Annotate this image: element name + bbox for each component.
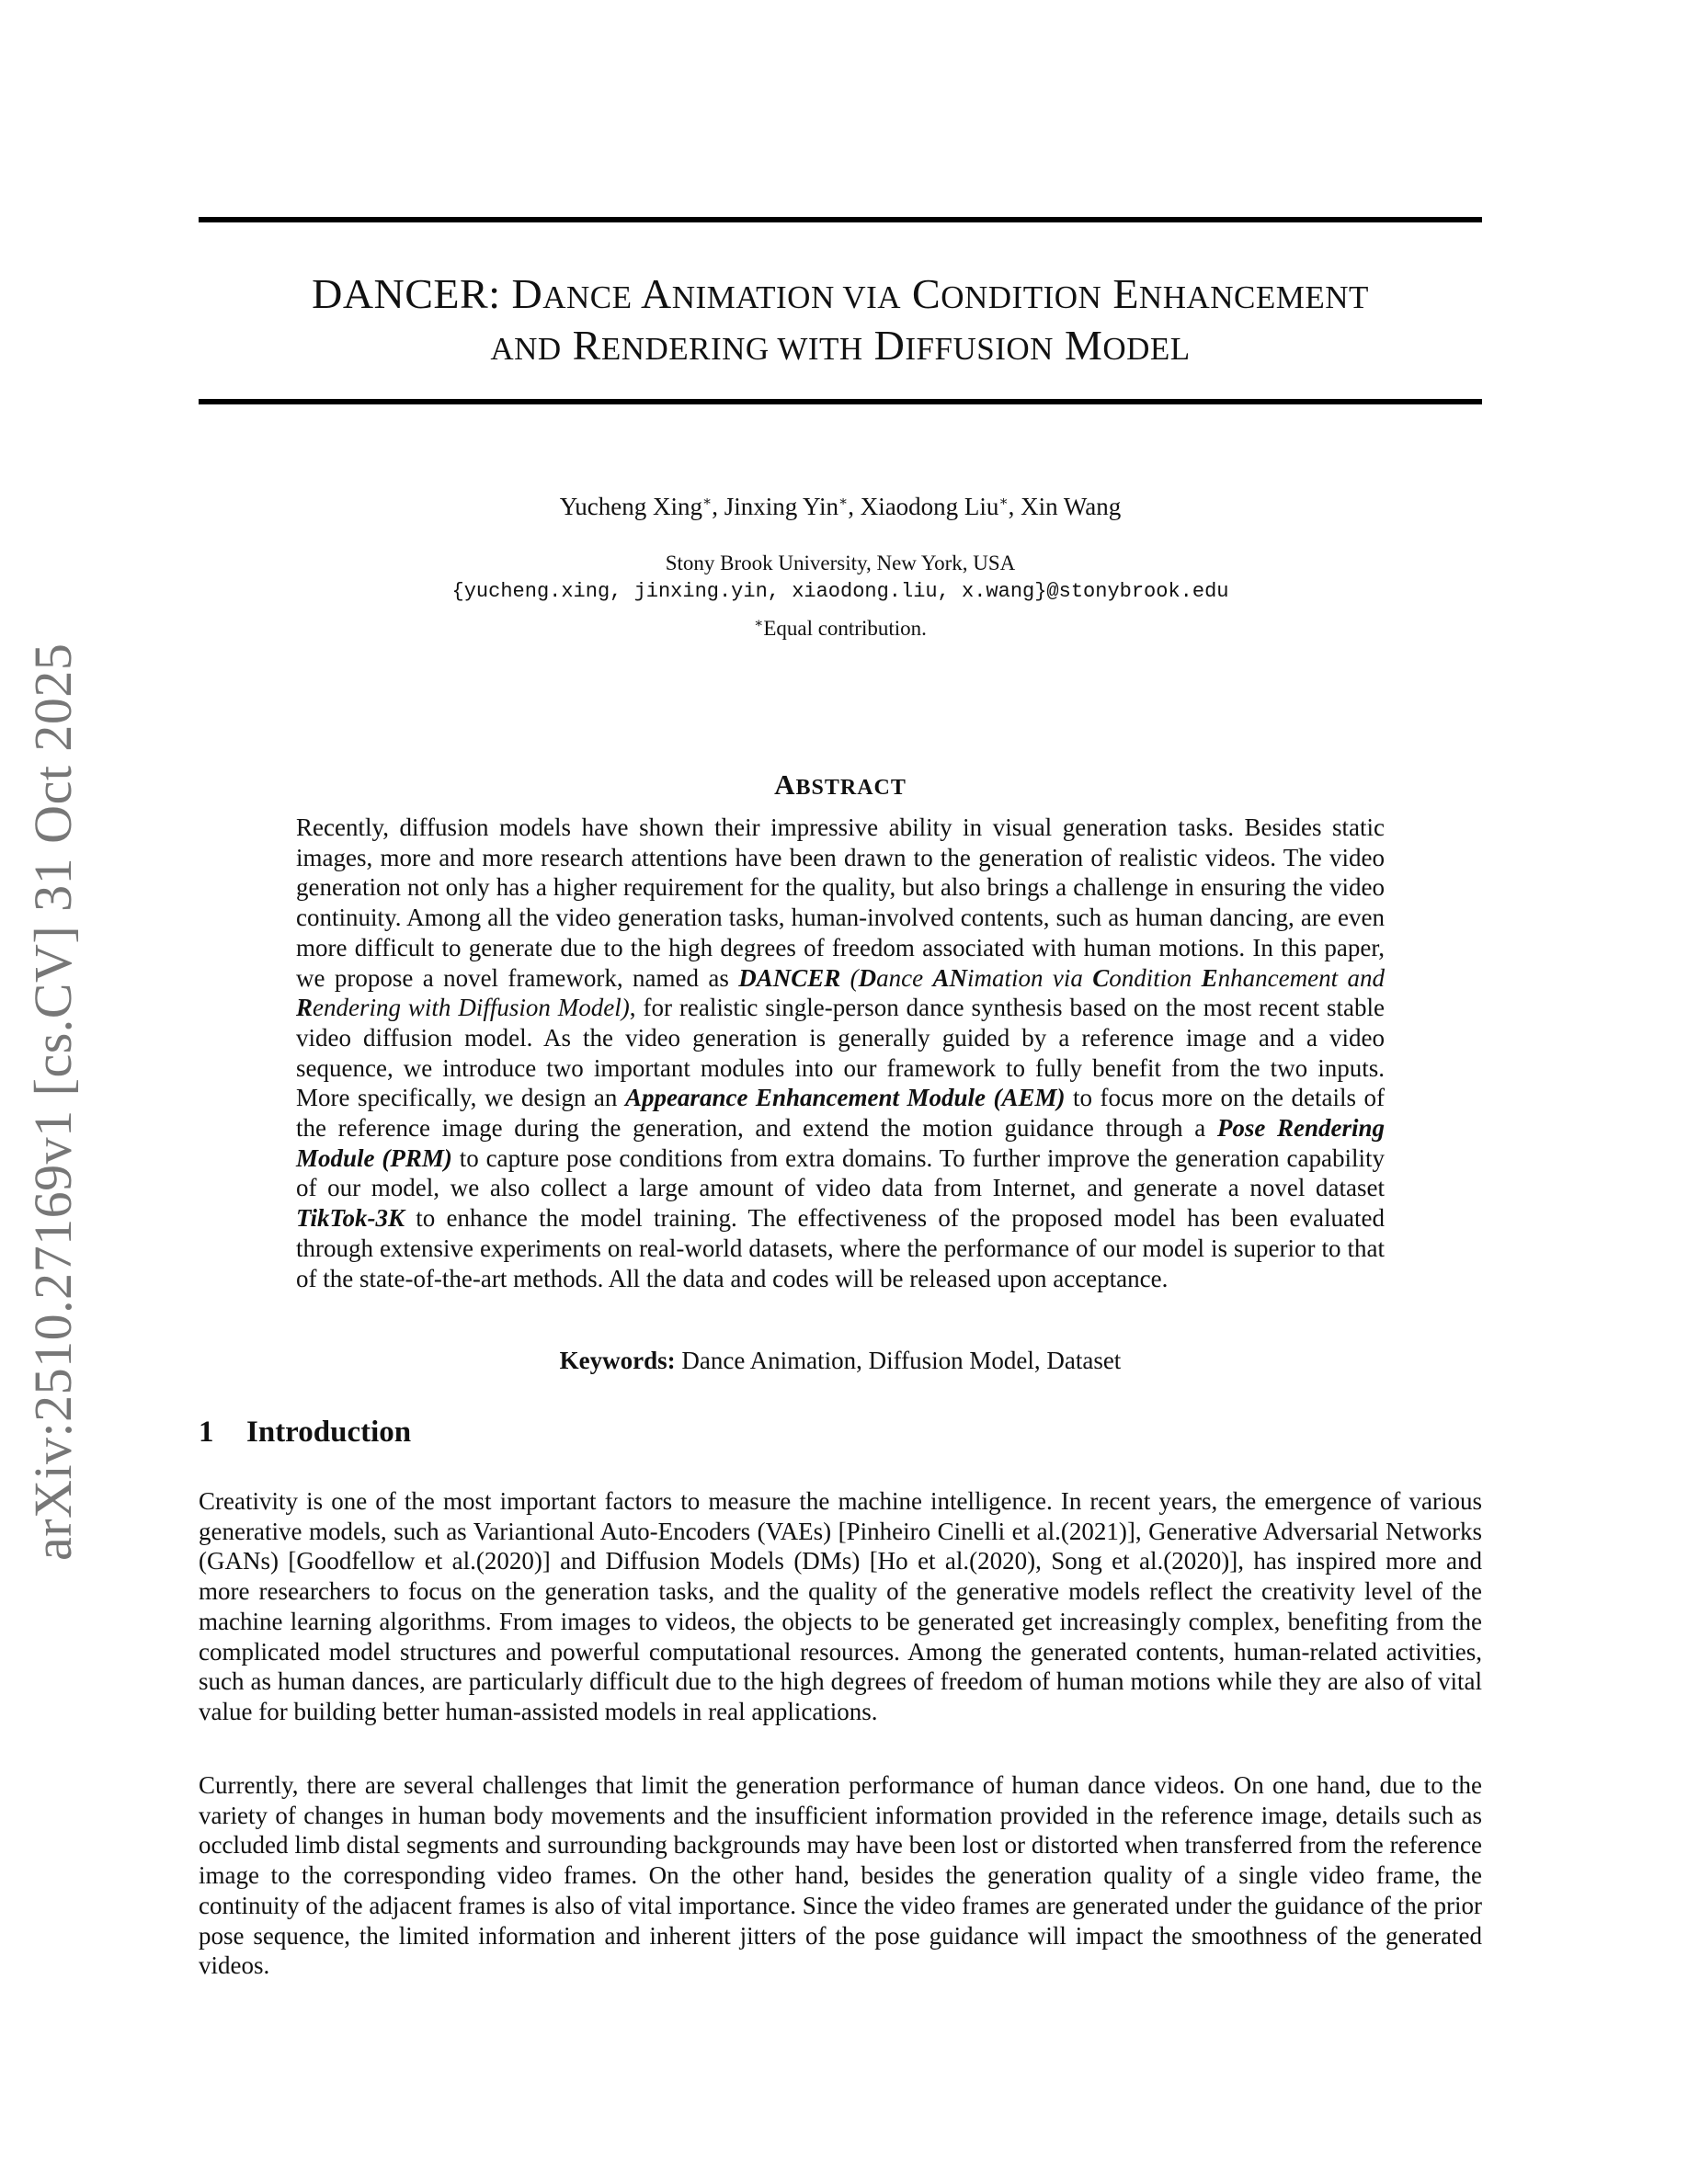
keywords-text: Dance Animation, Diffusion Model, Dataset xyxy=(675,1347,1122,1374)
author-list: Yucheng Xing∗, Jinxing Yin∗, Xiaodong Liu∗, Xin Wang xyxy=(559,493,1122,520)
text-run: NIMATION VIA xyxy=(671,279,902,315)
text-run: ance xyxy=(876,963,933,992)
equal-contribution-text: Equal contribution. xyxy=(763,617,927,640)
text-run: ondition xyxy=(1109,963,1202,992)
text-run: to focus more on the details of the reference image during the generation, and extend the motion guidance through a xyxy=(296,1084,1385,1143)
section-heading-introduction xyxy=(199,1416,411,1450)
text-run: ODEL xyxy=(1102,331,1191,367)
text-run: C xyxy=(901,270,941,317)
author-equal-mark: ∗ xyxy=(702,495,713,509)
text-run: AND xyxy=(490,331,562,367)
paper-title-line-2 xyxy=(199,320,1482,375)
text-run: E xyxy=(1201,963,1218,992)
text-run: A xyxy=(774,768,796,801)
text-run: C xyxy=(1092,963,1110,992)
equal-contribution-note xyxy=(199,617,1482,641)
text-run: to enhance the model training. The effectiveness of the proposed model has been evaluated through extensive experiments on real-world datasets, where the performance of our model is superior to that of the state-of-the-art methods. All the data and codes will be released upon acceptance. xyxy=(296,1204,1385,1292)
text-run: ( xyxy=(840,963,859,992)
author-equal-mark: ∗ xyxy=(998,495,1009,509)
title-bottom-rule xyxy=(199,399,1482,404)
text-run: Pose Rendering Module (PRM) xyxy=(296,1114,1385,1172)
text-run: D xyxy=(862,322,906,369)
equal-contribution-mark: ∗ xyxy=(754,616,764,631)
text-run: DANCER: D xyxy=(312,270,543,317)
text-run: IFFUSION xyxy=(905,331,1054,367)
section-title: Introduction xyxy=(246,1416,412,1449)
author-name: Yucheng Xing xyxy=(559,493,703,520)
author-name: Jinxing Yin xyxy=(724,493,838,520)
author-emails: {yucheng.xing, jinxing.yin, xiaodong.liu, x.wang}@stonybrook.edu xyxy=(451,580,1229,603)
text-run: nhancement and xyxy=(1217,963,1385,992)
text-run: E xyxy=(1101,270,1139,317)
keywords xyxy=(199,1347,1482,1375)
text-run: imation via xyxy=(967,963,1093,992)
text-run: to capture pose conditions from extra domains. To further improve the generation capability of our model, we also collect a large amount of video data from Internet, and generate a novel dataset xyxy=(296,1143,1385,1202)
author-equal-mark: ∗ xyxy=(838,495,849,509)
arxiv-identifier-stamp: arXiv:2510.27169v1 [cs.CV] 31 Oct 2025 xyxy=(23,643,83,1561)
text-run: Appearance Enhancement Module (AEM) xyxy=(624,1084,1066,1112)
text-run: DANCER xyxy=(738,963,841,992)
text-run: R xyxy=(296,994,314,1022)
author-name: Xin Wang xyxy=(1021,493,1122,520)
keywords-label: Keywords: xyxy=(559,1347,676,1374)
author-name: Xiaodong Liu xyxy=(860,493,999,520)
text-run: ENDERING WITH xyxy=(600,331,863,367)
text-run: ANCE xyxy=(542,279,633,315)
text-run: , for realistic single-person dance synthesis based on the most recent stable video diffusion model. As the video generation is generally guided by a reference image and a video sequence, we introduce two important modules into our framework to fully benefit from the two inputs. More specifically, we design an xyxy=(296,994,1386,1112)
abstract-heading xyxy=(199,768,1482,802)
text-run: M xyxy=(1053,322,1103,369)
introduction-paragraph-1: Creativity is one of the most important factors to measure the machine intelligence. In recent years, the emergence of various generative models, such as Variantional Auto-Encoders (VAEs) [Pinheiro Cinelli et al.(2021)], Generative Adversarial Networks (GANs) [Goodfellow et al.(2020)] and Diffusion Models (DMs) [Ho et al.(2020), Song et al.(2020)], has inspired more and more researchers to focus on the generation tasks, and the quality of the generative models reflect the creativity level of the machine learning algorithms. From images to videos, the objects to be generated get increasingly complex, benefiting from the complicated model structures and powerful computational resources. Among the generated contents, human-related activities, such as human dances, are particularly difficult due to the high degrees of freedom of human motions while they are also of vital value for building better human-assisted models in real applications. xyxy=(199,1487,1482,1725)
abstract-body xyxy=(296,813,1385,1293)
paper-title-line-1 xyxy=(199,268,1482,324)
text-run: D xyxy=(858,963,877,992)
title-top-rule xyxy=(199,217,1482,222)
text-run: TikTok-3K xyxy=(296,1204,405,1233)
text-run: AN xyxy=(932,963,967,992)
text-run: Recently, diffusion models have shown their impressive ability in visual generation tasks. Besides static images, more and more research attentions have been drawn to the generation of realistic videos. The video generation not only has a higher requirement for the quality, but also brings a challenge in ensuring the video continuity. Among all the video generation tasks, human-involved contents, such as human dancing, are even more difficult to generate due to the high degrees of freedom associated with human motions. In this paper, we propose a novel framework, named as xyxy=(296,813,1385,992)
section-number: 1 xyxy=(199,1416,214,1449)
text-run: R xyxy=(561,322,601,369)
text-run: NHANCEMENT xyxy=(1138,279,1369,315)
text-run: A xyxy=(632,270,672,317)
affiliation: Stony Brook University, New York, USA xyxy=(665,552,1016,574)
text-run: BSTRACT xyxy=(795,776,907,800)
introduction-paragraph-2: Currently, there are several challenges that limit the generation performance of human dance videos. On one hand, due to the variety of changes in human body movements and the insufficient information provided in the reference image, details such as occluded limb distal segments and surrounding backgrounds may have been lost or distorted when transferred from the reference image to the corresponding video frames. On the other hand, besides the generation quality of a single video frame, the continuity of the adjacent frames is also of vital importance. Since the video frames are generated under the guidance of the prior pose sequence, the limited information and inherent jitters of the pose guidance will impact the smoothness of the generated videos. xyxy=(199,1771,1482,1980)
text-run: endering with Diffusion Model) xyxy=(313,994,630,1022)
text-run: ONDITION xyxy=(941,279,1102,315)
